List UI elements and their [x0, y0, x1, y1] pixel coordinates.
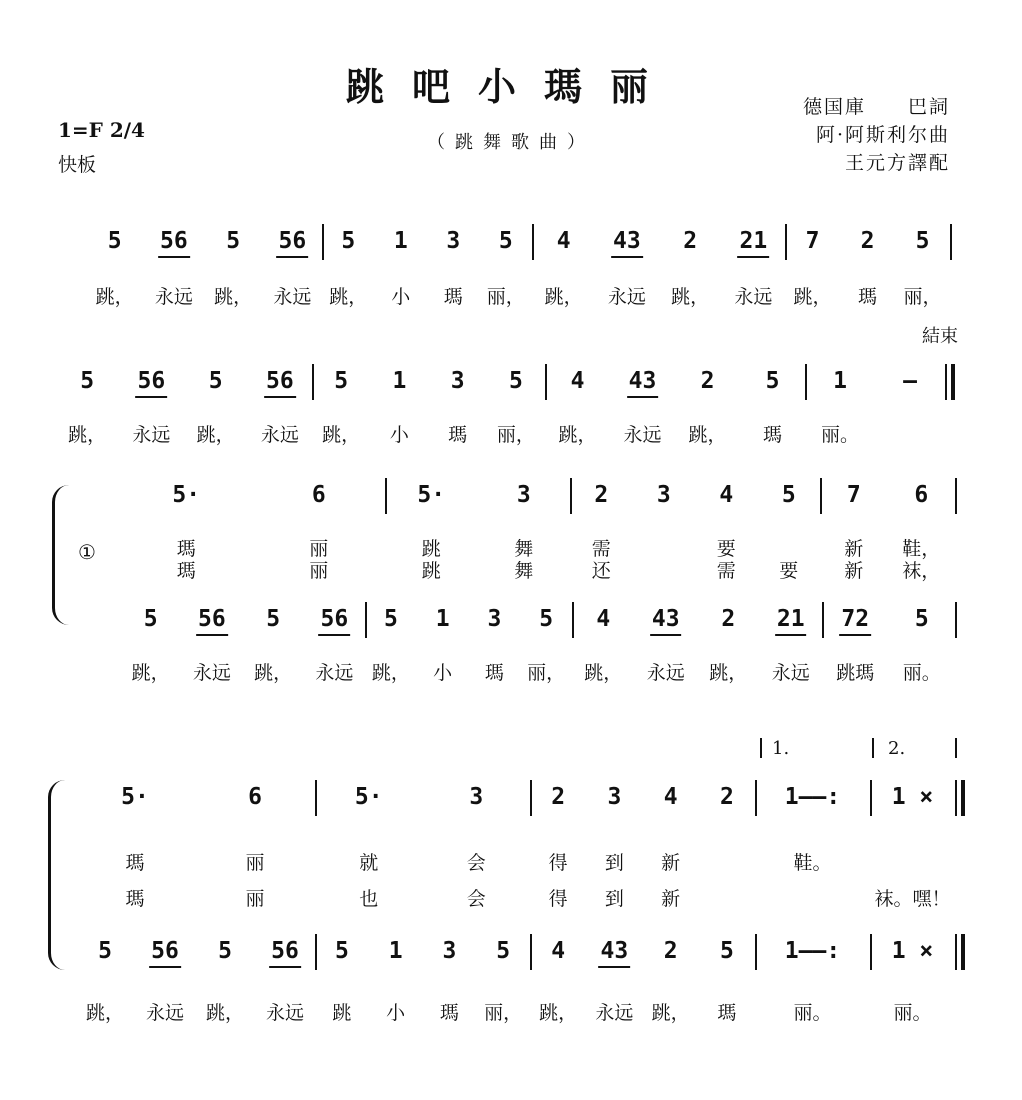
lyric-syllable: 丽， [527, 662, 566, 684]
note: 1 [393, 228, 408, 254]
note: 4 [596, 606, 611, 632]
note: 5 [218, 938, 232, 964]
note: 3 [450, 368, 465, 394]
lyric-syllable: 跳， [205, 1002, 245, 1024]
lyric-syllable: 得 [548, 852, 568, 874]
lyric-syllable: 丽 [309, 560, 329, 582]
composer-credit: 阿·阿斯利尔曲 [815, 124, 950, 146]
lyric-syllable: 跳， [651, 1002, 690, 1024]
lyric-syllable: 永远 [192, 662, 231, 684]
barline [955, 780, 957, 816]
note: 6 [248, 784, 262, 810]
lyric-syllable: 要 [716, 538, 736, 560]
lyric-syllable: 丽。 [793, 1002, 832, 1024]
lyric-syllable: 丽 [245, 852, 265, 874]
note: 2 [700, 368, 715, 394]
lyric-syllable: 丽。 [893, 1002, 932, 1024]
note: 1 [388, 938, 403, 964]
lyric-syllable: 永远 [154, 286, 193, 308]
note: 2 [551, 784, 566, 810]
lyric-syllable: 跳， [558, 424, 597, 446]
lyric-syllable: 跳， [544, 286, 583, 308]
note: 5 [383, 606, 398, 632]
note: — [903, 368, 917, 394]
lyric-syllable: 小 [433, 662, 453, 684]
lyric-syllable: 丽， [903, 286, 942, 308]
note: 2 [860, 228, 875, 254]
barline [822, 602, 824, 638]
lyric-syllable: 跳， [709, 662, 748, 684]
barline [805, 364, 807, 400]
volta-line [955, 738, 957, 758]
barline [315, 780, 317, 816]
lyric-syllable: 永远 [315, 662, 354, 684]
barline [961, 780, 965, 816]
lyric-syllable: 丽， [484, 1002, 523, 1024]
note: 5 [80, 368, 95, 394]
lyric-syllable: 永远 [595, 1002, 634, 1024]
note: 1 [833, 368, 847, 394]
lyric-syllable: 永远 [145, 1002, 185, 1024]
lyric-syllable: 永远 [623, 424, 662, 446]
lyric-syllable: 永远 [646, 662, 685, 684]
note: 5 [226, 228, 241, 254]
barline [951, 364, 955, 400]
note: 2 [683, 228, 698, 254]
barline [755, 780, 757, 816]
note: 72 [839, 606, 871, 636]
lyric-syllable: 瑪 [125, 888, 145, 910]
volta-1: 1. [772, 738, 790, 759]
lyric-syllable: 跳， [371, 662, 410, 684]
volta-line [760, 738, 762, 758]
note: 56 [158, 228, 190, 258]
lyric-syllable: 跳， [688, 424, 727, 446]
barline [312, 364, 314, 400]
lyric-syllable: 瑪 [176, 538, 196, 560]
barline [955, 934, 957, 970]
lyric-syllable: 小 [391, 286, 411, 308]
note: 4 [551, 938, 566, 964]
note: 6 [914, 482, 929, 508]
lyric-syllable: 跳， [322, 424, 361, 446]
note: 1——: [784, 938, 841, 964]
key-signature: 1=F 2/4 [58, 118, 145, 142]
lyric-syllable: 会 [466, 888, 486, 910]
note: 5 [107, 228, 122, 254]
note: 2 [721, 606, 736, 632]
lyric-syllable: 永远 [132, 424, 171, 446]
note: 1 [392, 368, 407, 394]
note: 7 [805, 228, 820, 254]
end-mark: 結束 [922, 326, 958, 347]
note: 56 [136, 368, 168, 398]
translator-credit: 王元方譯配 [844, 152, 950, 174]
lyric-syllable: 瑪 [484, 662, 504, 684]
lyric-syllable: 就 [359, 852, 379, 874]
barline [322, 224, 324, 260]
barline [870, 934, 872, 970]
note: 4 [556, 228, 571, 254]
lyric-syllable: 得 [548, 888, 568, 910]
lyric-syllable: 瑪 [439, 1002, 459, 1024]
note: 56 [149, 938, 181, 968]
lyric-syllable: 跳， [131, 662, 170, 684]
note: 5· [417, 482, 446, 508]
verse-number: ① [78, 540, 96, 564]
lyric-syllable: 瑪 [717, 1002, 737, 1024]
lyric-syllable: 永远 [734, 286, 773, 308]
note: 56 [277, 228, 309, 258]
note: 7 [846, 482, 861, 508]
tempo-marking: 快板 [58, 154, 97, 176]
lyric-syllable: 舞 [514, 538, 534, 560]
lyric-syllable: 新 [661, 852, 681, 874]
barline [820, 478, 822, 514]
note: 3 [516, 482, 531, 508]
lyricist-credit: 德国庫 巴詞 [802, 96, 950, 118]
note: 5 [498, 228, 513, 254]
lyric-syllable: 跳瑪 [836, 662, 875, 684]
barline [532, 224, 534, 260]
note: 4 [719, 482, 734, 508]
lyric-syllable: 丽。 [902, 662, 941, 684]
lyric-syllable: 需 [716, 560, 736, 582]
note: 1 [435, 606, 450, 632]
lyric-syllable: 跳， [95, 286, 134, 308]
note: 56 [264, 368, 296, 398]
note: 5 [334, 938, 349, 964]
barline [530, 780, 532, 816]
barline [950, 224, 952, 260]
barline [572, 602, 574, 638]
barline [755, 934, 757, 970]
note: 56 [269, 938, 301, 968]
note: 43 [611, 228, 643, 258]
barline [385, 478, 387, 514]
lyric-syllable: 小 [386, 1002, 406, 1024]
note: 5 [539, 606, 554, 632]
lyric-syllable: 跳， [793, 286, 832, 308]
lyric-syllable: 瑪 [125, 852, 145, 874]
song-title: 跳吧小瑪丽 [345, 64, 676, 109]
note: 3 [487, 606, 502, 632]
lyric-syllable: 新 [661, 888, 681, 910]
lyric-syllable: 瑪 [448, 424, 468, 446]
note: 5 [914, 606, 929, 632]
lyric-syllable: 鞋。 [793, 852, 832, 874]
lyric-syllable: 跳， [254, 662, 293, 684]
note: 43 [650, 606, 682, 636]
lyric-syllable: 丽 [245, 888, 265, 910]
system-brace [52, 485, 69, 625]
barline [315, 934, 317, 970]
lyric-syllable: 丽， [486, 286, 525, 308]
note: 5· [354, 784, 383, 810]
note: 56 [196, 606, 228, 636]
note: 5 [143, 606, 158, 632]
note: 21 [738, 228, 770, 258]
lyric-syllable: 新 [844, 560, 864, 582]
lyric-syllable: 跳， [329, 286, 368, 308]
lyric-syllable: 丽。 [820, 424, 860, 446]
note: 1 × [891, 938, 934, 964]
lyric-syllable: 袜， [902, 560, 941, 582]
note: 43 [627, 368, 659, 398]
note: 56 [319, 606, 351, 636]
lyric-syllable: 跳 [421, 538, 441, 560]
note: 5 [266, 606, 281, 632]
barline [870, 780, 872, 816]
note: 4 [570, 368, 585, 394]
note: 5 [915, 228, 930, 254]
note: 5 [719, 938, 734, 964]
note: 21 [775, 606, 807, 636]
note: 1——: [784, 784, 841, 810]
lyric-syllable: 跳， [196, 424, 235, 446]
barline [545, 364, 547, 400]
note: 5 [765, 368, 780, 394]
lyric-syllable: 瑪 [443, 286, 463, 308]
note: 3 [469, 784, 484, 810]
lyric-syllable: 跳， [539, 1002, 578, 1024]
barline [530, 934, 532, 970]
note: 6 [311, 482, 326, 508]
note: 43 [599, 938, 631, 968]
song-subtitle: （跳舞歌曲） [427, 132, 595, 153]
note: 1 × [891, 784, 934, 810]
lyric-syllable: 丽， [496, 424, 535, 446]
system-brace [48, 780, 65, 970]
note: 5 [508, 368, 523, 394]
note: 2 [719, 784, 734, 810]
lyric-syllable: 也 [359, 888, 379, 910]
lyric-syllable: 跳， [671, 286, 710, 308]
lyric-syllable: 到 [604, 888, 624, 910]
lyric-syllable: 袜。嘿！ [874, 888, 951, 910]
lyric-syllable: 永远 [771, 662, 810, 684]
lyric-syllable: 小 [389, 424, 409, 446]
lyric-syllable: 要 [779, 560, 799, 582]
lyric-syllable: 永远 [273, 286, 312, 308]
note: 5· [172, 482, 201, 508]
lyric-syllable: 永远 [265, 1002, 305, 1024]
lyric-syllable: 永远 [607, 286, 646, 308]
lyric-syllable: 永远 [260, 424, 299, 446]
lyric-syllable: 会 [466, 852, 486, 874]
note: 3 [607, 784, 622, 810]
lyric-syllable: 跳， [68, 424, 107, 446]
lyric-syllable: 瑪 [857, 286, 878, 308]
barline [945, 364, 947, 400]
barline [961, 934, 965, 970]
lyric-syllable: 需 [591, 538, 611, 560]
lyric-syllable: 跳， [85, 1002, 125, 1024]
note: 3 [656, 482, 671, 508]
lyric-syllable: 舞 [514, 560, 534, 582]
lyric-syllable: 跳 [332, 1002, 352, 1024]
lyric-syllable: 新 [844, 538, 864, 560]
barline [955, 478, 957, 514]
note: 5 [781, 482, 796, 508]
lyric-syllable: 跳， [214, 286, 253, 308]
note: 3 [446, 228, 461, 254]
note: 5 [98, 938, 112, 964]
note: 5 [496, 938, 511, 964]
volta-2: 2. [888, 738, 906, 759]
note: 2 [594, 482, 609, 508]
note: 5 [208, 368, 223, 394]
lyric-syllable: 跳， [584, 662, 623, 684]
note: 5· [121, 784, 149, 810]
barline [365, 602, 367, 638]
lyric-syllable: 丽 [309, 538, 329, 560]
lyric-syllable: 鞋， [902, 538, 941, 560]
volta-line [872, 738, 874, 758]
lyric-syllable: 瑪 [176, 560, 196, 582]
note: 5 [334, 368, 349, 394]
lyric-syllable: 瑪 [762, 424, 783, 446]
lyric-syllable: 还 [591, 560, 611, 582]
lyric-syllable: 跳 [421, 560, 441, 582]
note: 2 [663, 938, 678, 964]
barline [785, 224, 787, 260]
note: 4 [663, 784, 678, 810]
barline [955, 602, 957, 638]
barline [570, 478, 572, 514]
note: 5 [341, 228, 356, 254]
note: 3 [442, 938, 457, 964]
lyric-syllable: 到 [604, 852, 624, 874]
